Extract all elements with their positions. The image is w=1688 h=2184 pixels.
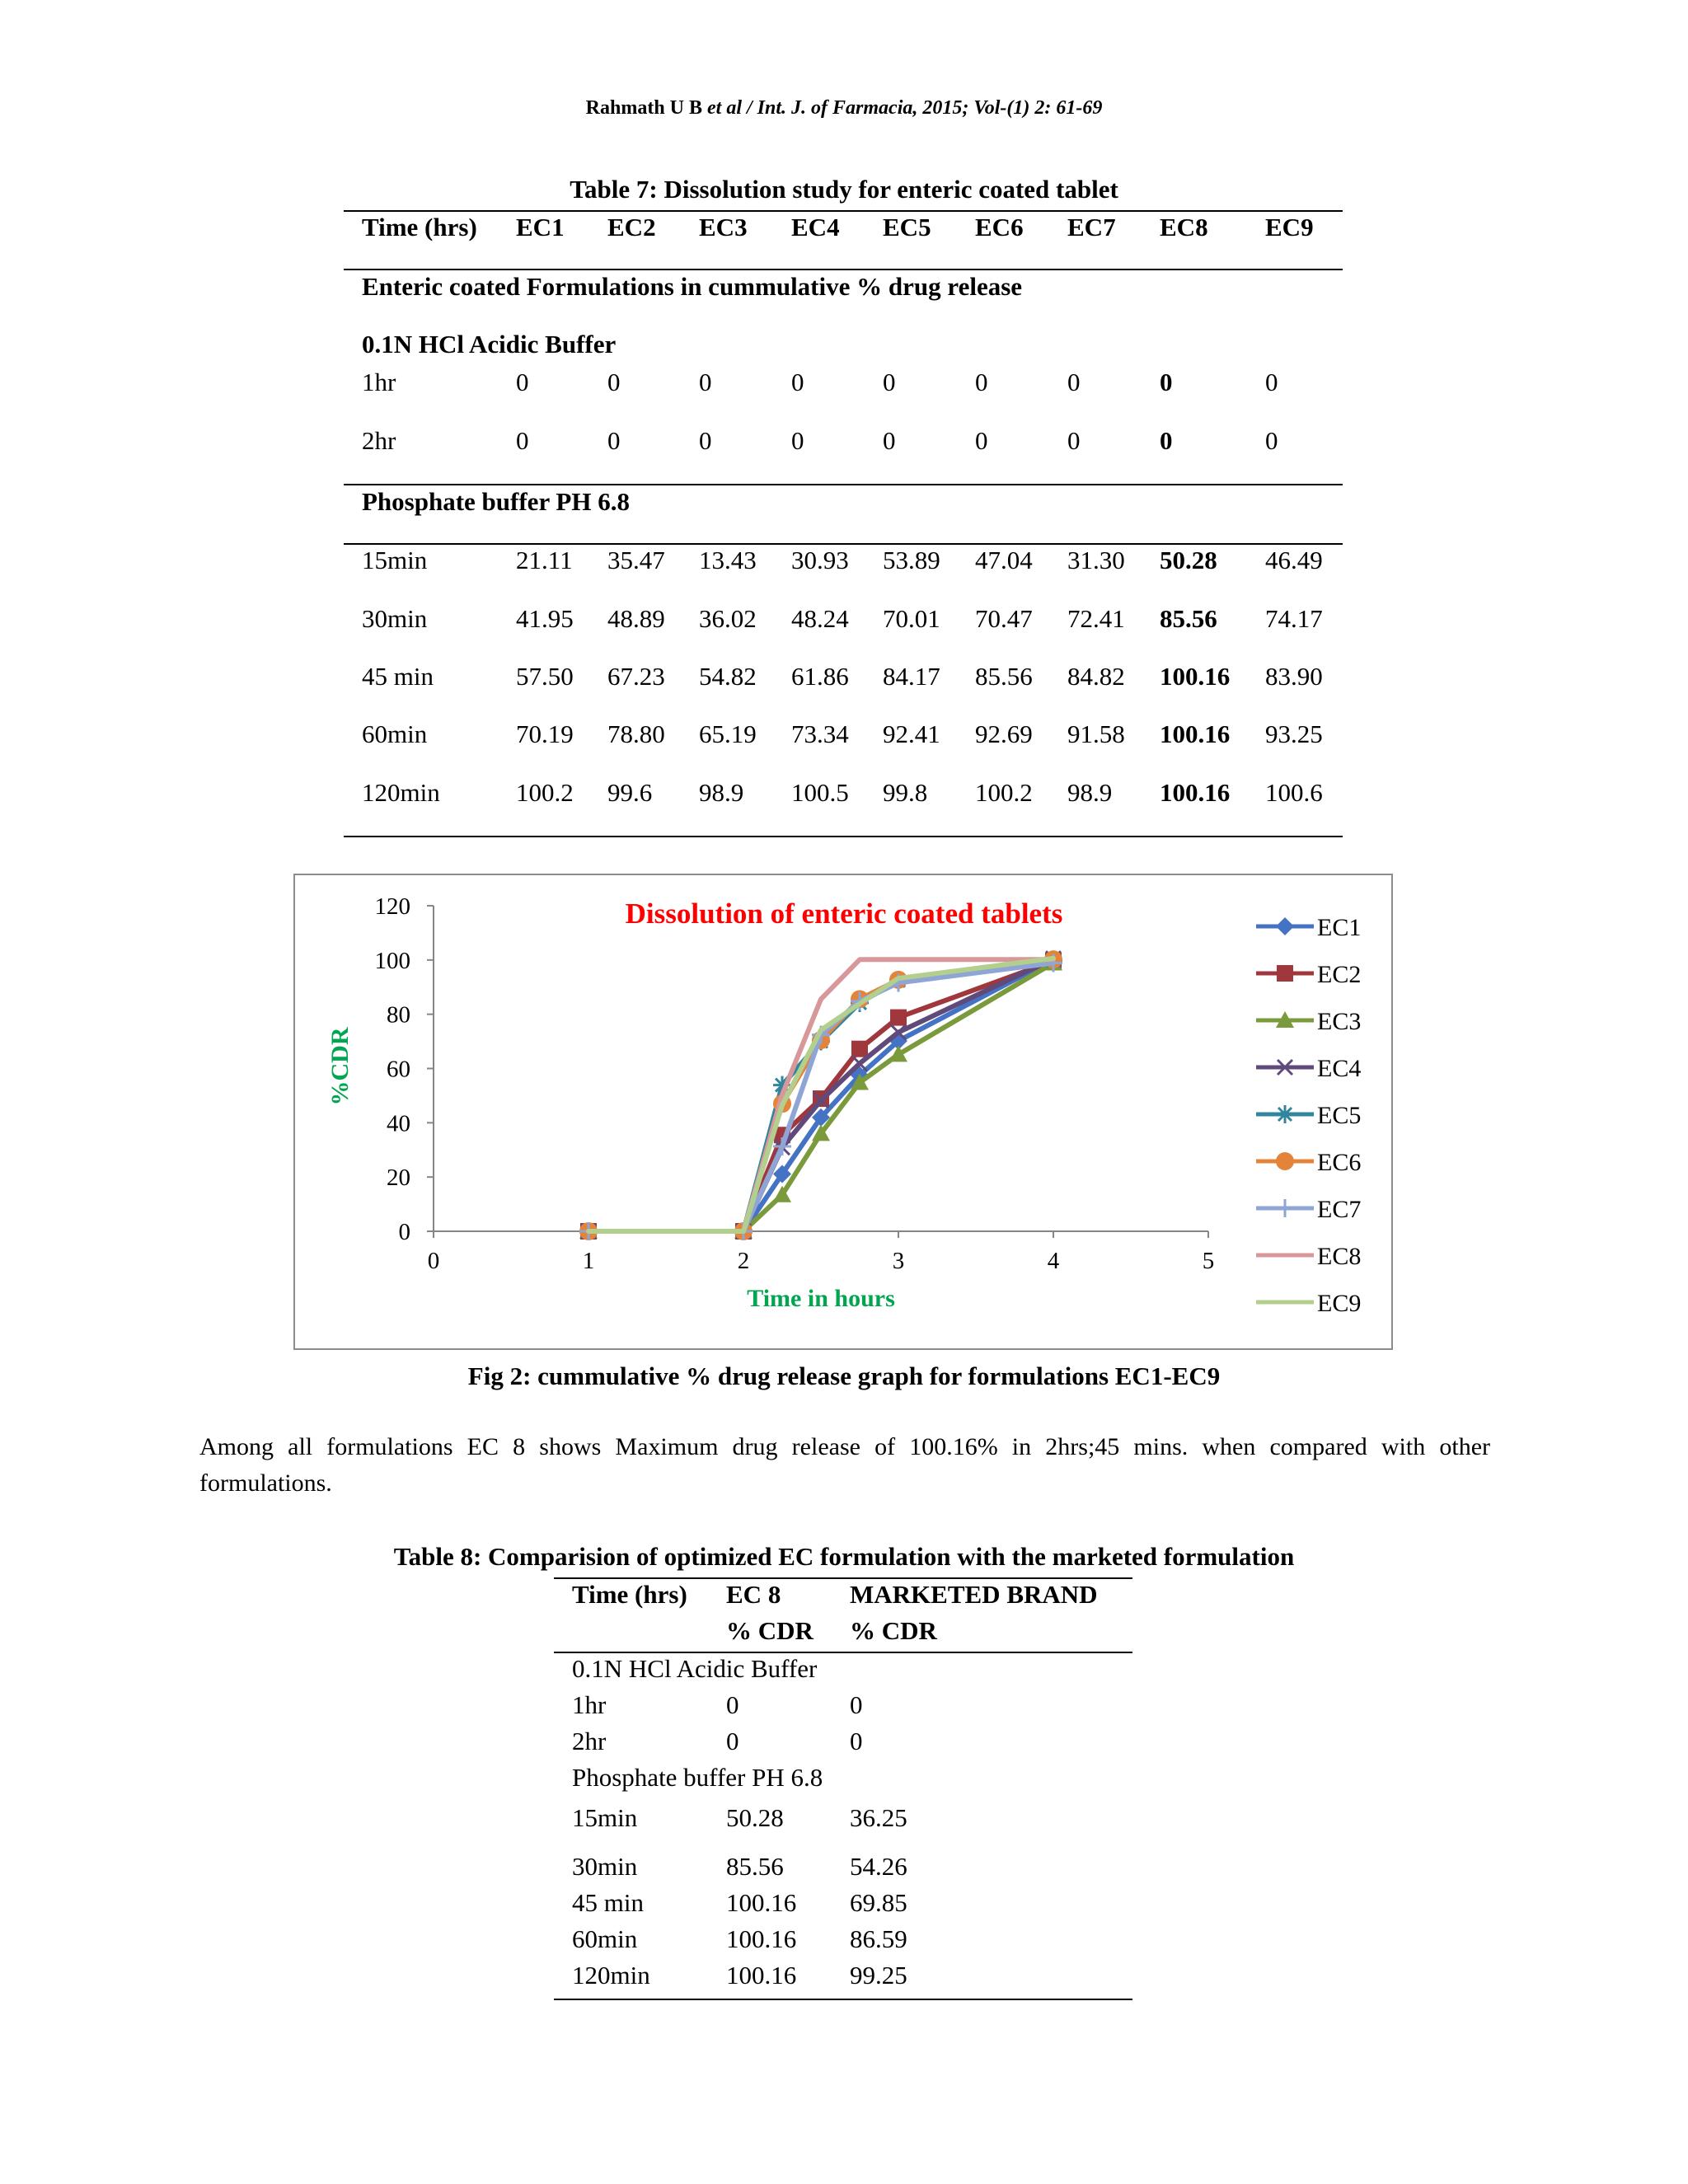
table7-cell: 74.17 bbox=[1265, 604, 1323, 633]
table7-cell: 70.19 bbox=[516, 719, 574, 748]
table7-cell: 92.41 bbox=[883, 719, 940, 748]
table8-cell: 100.16 bbox=[726, 1924, 797, 1953]
y-axis-label: %CDR bbox=[326, 1027, 354, 1106]
header-journal: / Int. J. of Farmacia, 2015; Vol-(1) 2: 61-69 bbox=[747, 97, 1103, 119]
table8-col-header: MARKETED BRAND bbox=[850, 1580, 1098, 1609]
x-tick-label: 1 bbox=[582, 1248, 595, 1274]
x-tick-label: 2 bbox=[737, 1248, 750, 1274]
legend-label-ec8: EC8 bbox=[1317, 1243, 1362, 1270]
table7-cell: 48.24 bbox=[791, 604, 849, 633]
table8-cell: 0 bbox=[726, 1727, 739, 1755]
table7-cell: 48.89 bbox=[607, 604, 665, 633]
table7-cell: 78.80 bbox=[607, 719, 665, 748]
table8-col-header: EC 8 bbox=[726, 1580, 781, 1609]
table7-cell: 70.47 bbox=[975, 604, 1033, 633]
table7-cell: 100.2 bbox=[516, 778, 574, 807]
y-tick-label: 40 bbox=[387, 1110, 410, 1137]
table7-cell: 100.16 bbox=[1160, 719, 1231, 748]
table7-caption: Table 7: Dissolution study for enteric coated tablet bbox=[570, 175, 1118, 204]
table7-cell: 0 bbox=[883, 426, 896, 455]
table7-header-rule bbox=[344, 269, 1343, 270]
table7-cell: 83.90 bbox=[1265, 662, 1323, 691]
legend-label-ec9: EC9 bbox=[1317, 1290, 1362, 1317]
legend-marker-ec5 bbox=[1276, 1105, 1294, 1123]
legend-marker-ec7 bbox=[1276, 1199, 1294, 1217]
table7-cell: 0 bbox=[975, 368, 988, 396]
legend-marker-ec1 bbox=[1276, 917, 1294, 935]
table7-section-title: Enteric coated Formulations in cummulative % drug release bbox=[362, 272, 1023, 301]
table7-cell: 31.30 bbox=[1067, 546, 1125, 574]
table8-cell: 0 bbox=[850, 1690, 863, 1719]
table7-col-header: EC9 bbox=[1265, 213, 1314, 241]
figure2-caption: Fig 2: cummulative % drug release graph for formulations EC1-EC9 bbox=[467, 1361, 1221, 1390]
header-etal: et al bbox=[707, 97, 743, 119]
table7-cell: 85.56 bbox=[975, 662, 1033, 691]
table8-top-rule bbox=[554, 1577, 1132, 1579]
table7-cell: 45 min bbox=[362, 662, 434, 691]
table8-cell: 30min bbox=[572, 1852, 638, 1881]
table7-cell: 0 bbox=[1067, 368, 1081, 396]
table8-cell: 50.28 bbox=[726, 1803, 784, 1832]
table7-cell: 99.6 bbox=[607, 778, 653, 807]
table7-col-header: Time (hrs) bbox=[362, 213, 477, 241]
table7-cell: 100.6 bbox=[1265, 778, 1323, 807]
table7-cell: 36.02 bbox=[699, 604, 757, 633]
table8-cell: 54.26 bbox=[850, 1852, 907, 1881]
table8-cell: 100.16 bbox=[726, 1888, 797, 1917]
table7-cell: 84.82 bbox=[1067, 662, 1125, 691]
x-tick-label: 4 bbox=[1047, 1248, 1060, 1274]
table7-cell: 0 bbox=[699, 426, 712, 455]
table8-cell: 15min bbox=[572, 1803, 638, 1832]
table7-cell: 0 bbox=[791, 368, 804, 396]
data-point-ec2 bbox=[890, 1010, 907, 1026]
table7-phosphate-label: Phosphate buffer PH 6.8 bbox=[362, 487, 630, 516]
table8-cell: 36.25 bbox=[850, 1803, 907, 1832]
table7-cell: 30.93 bbox=[791, 546, 849, 574]
table7-col-header: EC6 bbox=[975, 213, 1024, 241]
table8-cell: 85.56 bbox=[726, 1852, 784, 1881]
table7-cell: 0 bbox=[607, 368, 621, 396]
legend-label-ec3: EC3 bbox=[1317, 1008, 1362, 1035]
table7-cell: 67.23 bbox=[607, 662, 665, 691]
table7-cell: 84.17 bbox=[883, 662, 940, 691]
table7-col-header: EC2 bbox=[607, 213, 656, 241]
x-tick-label: 0 bbox=[427, 1248, 440, 1274]
table8-cell: 60min bbox=[572, 1924, 638, 1953]
legend-label-ec4: EC4 bbox=[1317, 1055, 1362, 1082]
table7-cell: 65.19 bbox=[699, 719, 757, 748]
table7-cell: 0 bbox=[1265, 426, 1278, 455]
table7-acid-label: 0.1N HCl Acidic Buffer bbox=[362, 330, 617, 359]
table7-cell: 0 bbox=[791, 426, 804, 455]
table8-phosphate-label: Phosphate buffer PH 6.8 bbox=[572, 1763, 823, 1792]
table7-cell: 73.34 bbox=[791, 719, 849, 748]
table8-cell: 45 min bbox=[572, 1888, 644, 1917]
table7-cell: 47.04 bbox=[975, 546, 1033, 574]
table8-acid-label: 0.1N HCl Acidic Buffer bbox=[572, 1654, 818, 1683]
table7-cell: 0 bbox=[1160, 368, 1173, 396]
table7-bottom-rule bbox=[344, 836, 1343, 837]
table8-cell: 0 bbox=[850, 1727, 863, 1755]
y-tick-label: 100 bbox=[374, 947, 410, 974]
table7-cell: 98.9 bbox=[1067, 778, 1113, 807]
table8-cell: 0 bbox=[726, 1690, 739, 1719]
table8-header-rule bbox=[554, 1652, 1132, 1653]
table7-cell: 1hr bbox=[362, 368, 396, 396]
figure2-chart bbox=[293, 874, 1393, 1350]
table8-col-subheader: % CDR bbox=[850, 1616, 937, 1645]
table7-cell: 93.25 bbox=[1265, 719, 1323, 748]
table7-cell: 0 bbox=[1067, 426, 1081, 455]
running-header bbox=[0, 97, 1688, 120]
chart-svg bbox=[295, 875, 1391, 1348]
table7-col-header: EC8 bbox=[1160, 213, 1208, 241]
table7-cell: 13.43 bbox=[699, 546, 757, 574]
table7-cell: 0 bbox=[607, 426, 621, 455]
table7-cell: 61.86 bbox=[791, 662, 849, 691]
table7-cell: 92.69 bbox=[975, 719, 1033, 748]
table7-cell: 100.5 bbox=[791, 778, 849, 807]
legend-label-ec2: EC2 bbox=[1317, 961, 1362, 988]
header-authors: Rahmath U B bbox=[585, 97, 703, 119]
table8-col-subheader: % CDR bbox=[726, 1616, 814, 1645]
table7-cell: 60min bbox=[362, 719, 428, 748]
table7-cell: 41.95 bbox=[516, 604, 574, 633]
y-tick-label: 0 bbox=[398, 1219, 410, 1245]
table7-cell: 0 bbox=[1265, 368, 1278, 396]
table7-cell: 120min bbox=[362, 778, 440, 807]
results-paragraph: Among all formulations EC 8 shows Maximum drug release of 100.16% in 2hrs;45 mins. when compared with other formulations. bbox=[199, 1433, 1490, 1497]
table8-cell: 2hr bbox=[572, 1727, 607, 1755]
table7-cell: 0 bbox=[883, 368, 896, 396]
table8-cell: 99.25 bbox=[850, 1961, 907, 1990]
table8-cell: 100.16 bbox=[726, 1961, 797, 1990]
x-tick-label: 5 bbox=[1202, 1248, 1215, 1274]
table7-cell: 70.01 bbox=[883, 604, 940, 633]
table7-top-rule bbox=[344, 210, 1343, 212]
table7-cell: 35.47 bbox=[607, 546, 665, 574]
table7-cell: 21.11 bbox=[516, 546, 573, 574]
legend-label-ec5: EC5 bbox=[1317, 1102, 1362, 1129]
table7-cell: 91.58 bbox=[1067, 719, 1125, 748]
table8-col-header: Time (hrs) bbox=[572, 1580, 687, 1609]
table7-col-header: EC3 bbox=[699, 213, 748, 241]
legend-label-ec7: EC7 bbox=[1317, 1196, 1362, 1223]
table7-cell: 54.82 bbox=[699, 662, 757, 691]
table7-cell: 72.41 bbox=[1067, 604, 1125, 633]
table7-col-header: EC1 bbox=[516, 213, 565, 241]
table7-cell: 98.9 bbox=[699, 778, 744, 807]
table7-cell: 50.28 bbox=[1160, 546, 1217, 574]
x-axis-label: Time in hours bbox=[747, 1285, 895, 1312]
table7-col-header: EC5 bbox=[883, 213, 931, 241]
y-tick-label: 60 bbox=[387, 1056, 410, 1083]
table8-cell: 69.85 bbox=[850, 1888, 907, 1917]
table7-cell: 46.49 bbox=[1265, 546, 1323, 574]
table7-phosphate-rule bbox=[344, 543, 1343, 545]
table7-cell: 57.50 bbox=[516, 662, 574, 691]
x-tick-label: 3 bbox=[892, 1248, 905, 1274]
table7-cell: 15min bbox=[362, 546, 428, 574]
table7-cell: 0 bbox=[699, 368, 712, 396]
table7-cell: 0 bbox=[516, 426, 529, 455]
table7-cell: 2hr bbox=[362, 426, 396, 455]
table7-cell: 100.2 bbox=[975, 778, 1033, 807]
table7-cell: 53.89 bbox=[883, 546, 940, 574]
data-point-ec2 bbox=[851, 1041, 868, 1057]
y-tick-label: 20 bbox=[387, 1165, 410, 1192]
legend-label-ec1: EC1 bbox=[1317, 914, 1362, 941]
table7-col-header: EC7 bbox=[1067, 213, 1116, 241]
legend-marker-ec2 bbox=[1277, 965, 1293, 982]
table8-caption: Table 8: Comparision of optimized EC formulation with the marketed formulation bbox=[393, 1542, 1295, 1571]
legend-marker-ec6 bbox=[1276, 1152, 1294, 1170]
table7-cell: 0 bbox=[516, 368, 529, 396]
table7-col-header: EC4 bbox=[791, 213, 840, 241]
table8-cell: 86.59 bbox=[850, 1924, 907, 1953]
legend-label-ec6: EC6 bbox=[1317, 1149, 1362, 1176]
table7-cell: 30min bbox=[362, 604, 428, 633]
table8-cell: 1hr bbox=[572, 1690, 607, 1719]
table7-cell: 85.56 bbox=[1160, 604, 1217, 633]
table7-cell: 0 bbox=[1160, 426, 1173, 455]
table8-bottom-rule bbox=[554, 1999, 1132, 2000]
table7-cell: 100.16 bbox=[1160, 662, 1231, 691]
table7-cell: 0 bbox=[975, 426, 988, 455]
y-tick-label: 80 bbox=[387, 1001, 410, 1029]
table7-cell: 99.8 bbox=[883, 778, 928, 807]
table7-cell: 100.16 bbox=[1160, 778, 1231, 807]
table8-cell: 120min bbox=[572, 1961, 650, 1990]
table7-acid-rule bbox=[344, 484, 1343, 485]
chart-title: Dissolution of enteric coated tablets bbox=[625, 898, 1063, 930]
y-tick-label: 120 bbox=[374, 893, 410, 920]
